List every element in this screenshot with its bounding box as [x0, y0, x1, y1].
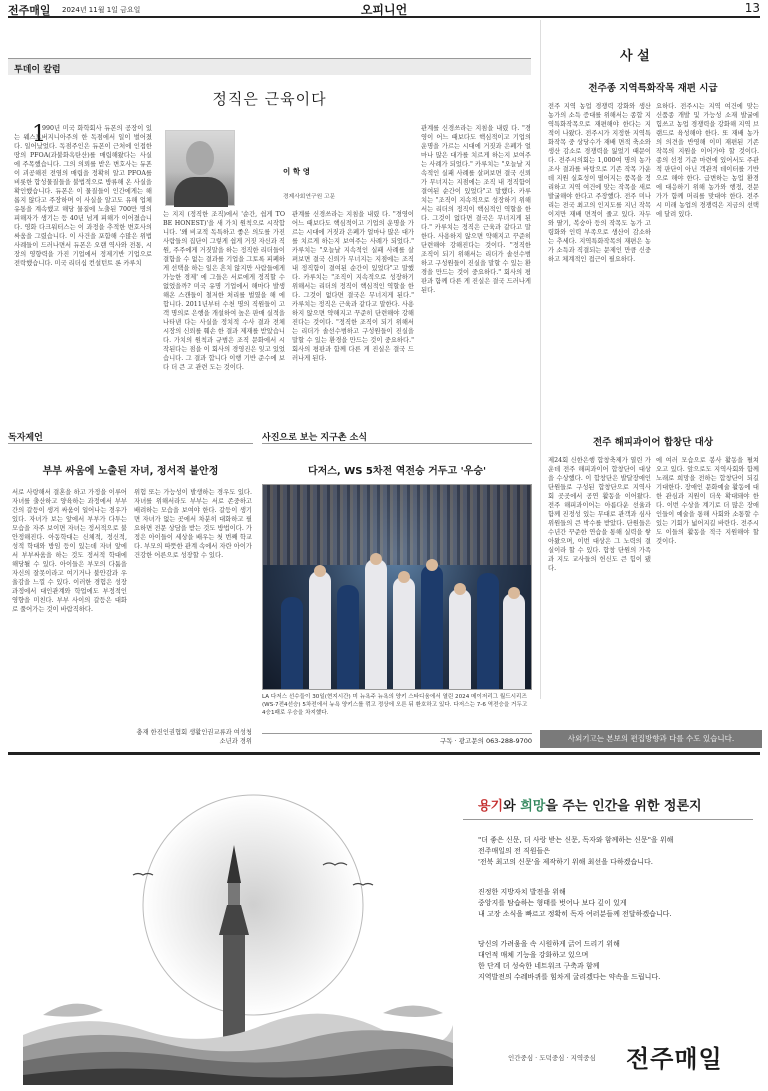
column-body-col2: 는 지지 (정직한 조직)에서 '순간, 쉽게 TO BE HONEST)'을 새 가치 원칙으로 시작합니다. '왜 비교적 독특하고 좋은 의도를 가진 사람들의 집단이 그렇게 쉽게 거짓 자신과 직원, 주주에게 거짓말을 하는 정직한 리더들이 결함을 수 없는 결과를 기업을 그토록 피폐하게 선택을 하는 일은 흔치 않지만 사람들에게 가능한 경제' 에 그들은 서로에게 정직할 수 없었을까? 미국 유명 기업에서 해마다 발생해온 스캔들이 철저한 처리를 벌였을 해 에 합니다. 2011년부터 수천 명의 직원들이 고객 명의로 은행을 개설하여 높은 판매 실적을 나타낸 다는 사실을 정치적 수사 결과 전체 시장의 신뢰를 훼손 한 결과 제재를 받았습니다. 가치의 원칙과 규범은 조직 문화에서 시작된다는 점을 이 회사의 경영진은 잊고 있었습니다. 그 결과 합니다 이행 기반 준수에 보다 더 큰 고 관련 도는 것이다. [163, 211, 285, 371]
reader-opinion-body-b: 위험 또는 가능성이 발생하는 경우도 있다. 자녀를 위해서라도 부부는 서로 존중하고 배려하는 모습을 보여야 한다. 갈등이 생기면 자녀가 없는 곳에서 차분히 대화하고 필요하면 전문 상담을 받는 것도 방법이다. 가정은 아이들이 세상을 배우는 첫 번째 학교다. 부모의 따뜻한 관계 속에서 자란 아이가 건강한 어른으로 성장할 수 있다. [134, 489, 252, 559]
editorial-title-2[interactable]: 전주 해피과이어 합창단 대상 [592, 437, 714, 448]
ad-logo: 전주매일 [626, 1045, 723, 1073]
masthead-logo[interactable]: 전주매일 [8, 4, 51, 17]
ad-slogan: 인간중심 · 도덕중심 · 지역중심 [508, 1054, 596, 1062]
editorial-body-2b: 에 여러 모습으로 봉사 활동을 펼쳐 오고 있다. 앞으로도 지역사회와 함께 노래로 희망을 전하는 합창단이 되길 기대한다. 장애인 문화예술 활동에 대한 관심과 지원이 더욱 확대돼야 한다. 이번 수상을 계기로 더 많은 장애인들이 예술을 통해 사회와 소통할 수 있는 기회가 넓어지길 바란다. 전주시도 이들의 활동을 적극 지원해야 할 것이다. [656, 457, 759, 545]
column-author: 이 학 영 [283, 167, 310, 176]
reader-opinion-body-a: 서로 사랑해서 결혼을 하고 가정을 이루어 자녀를 출산하고 양육하는 과정에서 부부간의 갈등이 생겨 싸움이 일어나는 경우가 있다. 자녀가 보는 앞에서 부부가 다투는 모습을 자주 보이면 자녀는 정서적으로 불안정해진다. 아동학대는 신체적, 정신적, 성적 학대와 방임 등이 있는데 자녀 앞에서 부부싸움을 하는 것도 정서적 학대에 해당될 수 있다. 아이들은 부모의 다툼을 자신의 잘못이라고 여기거나 불안감과 우울감을 느낄 수 있다. 이러한 경험은 성장 과정에서 대인관계와 학업에도 부정적인 영향을 미친다. 부부 사이의 갈등은 대화로 풀어가는 것이 바람직하다. [12, 489, 127, 613]
column-kicker: 투데이 칼럼 [14, 65, 61, 75]
photo-caption: LA 다저스 선수들이 30일(현지시간) 미 뉴욕주 뉴욕의 양키 스타디움에서 열린 2024 메이저리그 월드시리즈(WS·7전4선승) 5차전에서 뉴욕 양키스를 꺾고 정상에 오른 뒤 환호하고 있다. 다저스는 7-6 역전승을 거두고 4승1패로 우승을 차지했다. [262, 694, 528, 716]
page-header [8, 0, 760, 18]
ad-headline-courage: 용기 [478, 799, 504, 814]
column-dropcap: 1 [32, 122, 46, 147]
ad-line: '전북 최고의 신문'을 제작하기 위해 최선을 다하겠습니다. [478, 858, 653, 866]
ad-line: 당신의 가려움을 속 시원하게 긁어 드리기 위해 [478, 940, 620, 948]
ad-line: 지역발전의 수레바퀴를 힘차게 굴리겠다는 약속을 드립니다. [478, 973, 661, 981]
ad-line: 한 단계 더 성숙한 네트워크 구축과 함께 [478, 962, 600, 970]
editorial-title-1[interactable]: 전주종 지역특화작목 재편 시급 [588, 83, 718, 94]
ad-headline-hope: 희망 [520, 799, 546, 814]
ad-line: 내 고장 소식을 빠르고 정확히 독자 여러분들께 전달하겠습니다. [478, 910, 672, 918]
ad-para-2 [478, 887, 672, 920]
contribution-notice: 사외기고는 본보의 편집방향과 다를 수도 있습니다. [540, 730, 762, 748]
lighthouse-illustration [23, 785, 453, 1085]
column-body-col3: 관계를 신경쓰라는 지침을 내렸 다. "경영이 어느 때보다도 핵심적이고 기업의 운명을 가르는 시대에 거짓과 은폐가 얼마나 많은 대가를 치르게 하는지 보여주는 사례가 되었다." 카루치는 "오늘날 지속적인 실패 사례를 살펴보면 결국 신뢰가 무너지는 지점에는 조직 내 정직함이 결여된 순간이 있었다"고 말했다. 카루치는 "조직이 지속적으로 성장하기 위해서는 리더의 정직이 핵심적인 역할을 한다. 그것이 없다면 결국은 무너지게 된다." 카루치는 정직은 근육과 같다고 말한다. 사용하지 않으면 약해지고 꾸준히 단련해야 강해진다는 것이다. "정직한 조직이 되기 위해서는 리더가 솔선수범하고 구성원들이 진실을 말할 수 있는 환경을 만드는 것이 중요하다." 회사의 평판과 함께 다른 게 진실은 결국 드러나게 된다. [292, 211, 414, 362]
reader-opinion-byline: 충재 한진인권협회 생활인권교류과 여성청소년과 경위 [136, 729, 252, 745]
ad-headline [478, 795, 702, 814]
column-body-col1: 990년 미국 화학회사 듀폰의 공장이 있는 웨스트버지니아주의 한 독점에서 일이 벌어졌다. 일어났었다. 독점주인은 듀폰이 근처에 인접한 땅의 PFOA(과불화옥탄산)를 매립해왔다는 사실에 주목했습니다. 그의 의뢰를 받은 변호사는 듀폰이 괴공해진 전염의 매립을 정확히 알고 PFOA를 비롯한 합성물질들을 불법적으로 방류해 온 사실을 확인했습니다. 듀폰은 이 물질들이 인간에게는 해롭지 않다고 주장하며 이 사실을 알고도 유해 업체 유통을 계속했고 해당 물질에 노출된 700만 명의 피해자가 생기는 등 40년 넘게 피해가 이어졌습니다. 영화 다크워터스는 이 과정을 추적한 변호사의 싸움을 그렸습니다. 이 사건을 포함해 수많은 위법 사례들이 드러나면서 듀폰은 오랜 역사와 전통, 시장의 영향력을 가진 기업에서 정제기반 기업으로 전락했습니다. 미국 리더십 컨설턴트 론 카루치 [14, 125, 152, 267]
issue-date: 2024년 11월 1일 금요일 [62, 6, 141, 14]
ad-headline-rest: 을 주는 인간을 위한 정론지 [545, 799, 702, 814]
ad-divider [463, 819, 753, 820]
column-body-col4: 관계를 신경쓰라는 지침을 내렸 다. "경영이 어느 때보다도 핵심적이고 기업의 운명을 가르는 시대에 거짓과 은폐가 얼마나 많은 대가를 치르게 하는지 보여주는 사례가 되었다." 카루치는 "오늘날 지속적인 실패 사례를 살펴보면 결국 신뢰가 무너지는 지점에는 조직 내 정직함이 결여된 순간이 있었다"고 말했다. 카루치는 "조직이 지속적으로 성장하기 위해서는 리더의 정직이 핵심적인 역할을 한다. 그것이 없다면 결국은 무너지게 된다." 카루치는 정직은 근육과 같다고 말한다. 사용하지 않으면 약해지고 꾸준히 단련해야 강해진다는 것이다. "정직한 조직이 되기 위해서는 리더가 솔선수범하고 구성원들이 진실을 말할 수 있는 환경을 만드는 것이 중요하다." 회사의 평판과 함께 다른 게 진실은 결국 드러나게 된다. [421, 125, 531, 294]
ad-para-1 [478, 835, 673, 868]
subscription-contact: 구독 · 광고문의 063-288-9700 [262, 733, 532, 745]
page-number: 13 [744, 1, 760, 15]
editorial-label: 사 설 [620, 49, 650, 64]
ad-line: 중앙지를 탐습하는 형태를 벗어나 보다 깊이 있게 [478, 899, 627, 907]
author-photo [165, 130, 235, 206]
editorial-body-1a: 전주 지역 농업 경쟁력 강화와 생산 농가의 소득 증대를 위해서는 종합 지역특화작목으로 재편해야 한다는 지적이 나왔다. 전주시가 지정한 지역특화작목 중 상당수가 재배 면적 축소와 생산 감소로 경쟁력을 잃었기 때문이다. 전주시의회는 1,000여 명의 농가 조사 결과를 바탕으로 기존 작목 가운데 지원 실효성이 떨어지는 품목을 정리하고 지역 여건에 맞는 작목을 새로 발굴해야 한다고 주장했다. 전주 미나리는 전국 최고의 인지도를 지닌 작목이지만 재배 면적이 줄고 있다. 자두와 딸기, 복숭아 등의 작목도 농가 고령화와 인력 부족으로 생산이 감소하는 추세다. 지역특화작목의 재편은 농가 소득과 직결되는 문제인 만큼 신중하고 체계적인 접근이 필요하다. [548, 103, 651, 263]
newspaper-ad [8, 752, 760, 1088]
column-author-role: 경제사회연구원 고문 [283, 194, 336, 200]
ad-line: 진정한 지방자치 발전을 위해 [478, 888, 566, 896]
column-title[interactable]: 정직은 근육이다 [212, 90, 327, 108]
world-series-photo[interactable] [262, 484, 532, 690]
editorial-body-1b: 요하다. 전주시는 지역 여건에 맞는 신품종 개발 및 가능성 소재 발굴에 힘쓰고 농업 경쟁력을 강화해 지역 브랜드로 육성해야 한다. 또 재배 농가의 의견을 반영해 이미 재편된 기존 작목의 지원을 이어가야 할 것이다. 종의 선정 기준 마련에 있어서도 주관적 판단이 아닌 객관적 데이터를 기반으로 해야 한다. 급변하는 농업 환경에 대응하기 위해 농가와 행정, 전문가가 함께 머리를 맞대야 한다. 전주시 미래 농업의 경쟁력은 지금의 선택에 달려 있다. [656, 103, 759, 218]
column-kicker-bar [8, 58, 531, 75]
ad-para-3 [478, 939, 660, 983]
photo-news-title[interactable]: 다저스, WS 5차전 역전승 거두고 '우승' [307, 466, 487, 477]
reader-opinion-title[interactable]: 부부 싸움에 노출된 자녀, 정서적 불안정 [42, 466, 219, 477]
ad-line: 대언적 매체 기능을 강화하고 있으며 [478, 951, 589, 959]
section-name: 오피니언 [360, 3, 408, 17]
ad-headline-connector: 와 [503, 799, 521, 814]
ad-line: 전주매일의 전 직원들은 [478, 847, 551, 855]
photo-news-kicker: 사진으로 보는 지구촌 소식 [262, 430, 532, 444]
reader-opinion-kicker: 독자제언 [8, 430, 253, 444]
editorial-body-2a: 제24회 신한은행 합창축제가 열린 가운데 전주 해피과이어 합창단이 대상을 수상했다. 이 합창단은 발달장애인 단원들로 구성된 합창단으로 지역사회 곳곳에서 공연 활동을 이어왔다. 전주 해피과이어는 아름다운 선율과 함께 진정성 있는 무대로 관객과 심사위원들의 큰 박수를 받았다. 단원들은 수년간 꾸준한 연습을 통해 실력을 쌓아왔으며, 이번 대상은 그 노력의 결실이라 할 수 있다. 합창 단원의 가족과 지도 교사들의 헌신도 큰 힘이 됐다. [548, 457, 651, 572]
ad-line: "더 좋은 신문, 더 사랑 받는 신문, 독자와 함께하는 신문"을 위해 [478, 836, 674, 844]
